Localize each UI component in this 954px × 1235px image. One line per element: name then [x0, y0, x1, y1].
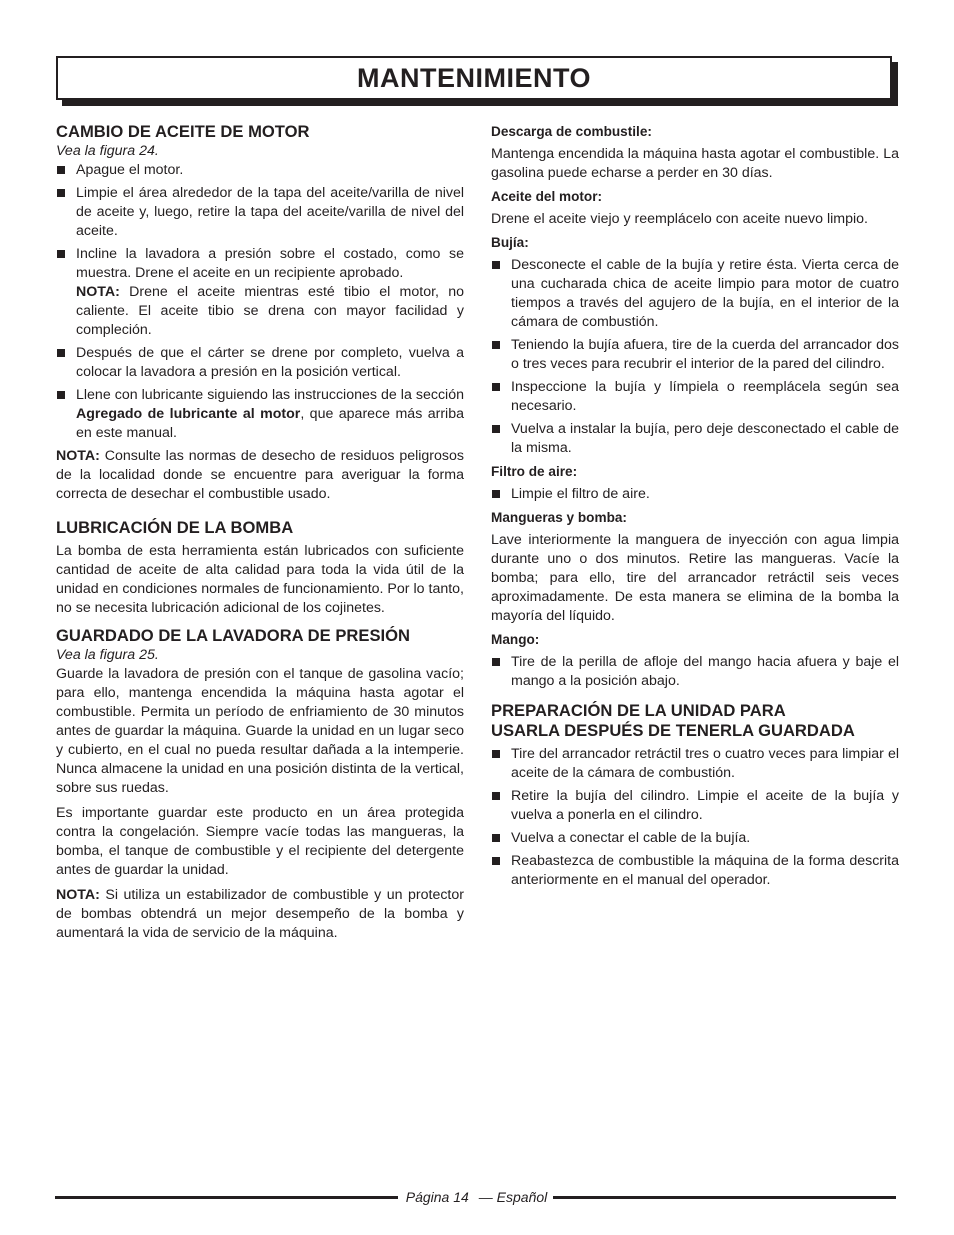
bullet-square-icon — [492, 658, 500, 666]
footer-language: — Español — [478, 1189, 548, 1205]
spark-plug-steps — [491, 256, 899, 458]
paragraph: Lave interiormente la manguera de inyección con agua limpia durante uno o dos minutos. Retire las mangueras. Vacíe la bomba; para ello, tire del arrancador retráctil seis veces aproximadamente. De esta manera se elimina de la bomba la mayoría del líquido. — [491, 532, 899, 624]
list-item: Reabastezca de combustible la máquina de la forma descrita anteriormente en el manual del operador. — [491, 852, 899, 890]
heading-pump-lubrication: LUBRICACIÓN DE LA BOMBA — [56, 518, 294, 537]
note-label: NOTA: — [76, 284, 120, 300]
heading-engine-oil: Aceite del motor: — [491, 189, 603, 204]
right-column — [491, 122, 899, 894]
paragraph: Guarde la lavadora de presión con el tanque de gasolina vacío; para ello, mantenga encendida la máquina hasta agotar el combustible. Permita un período de enfriamiento de 30 minutos antes de guardar la máquina. Guarde la unidad en un lugar seco y cubierto, en el cual no pueda resultar dañada a la intemperie. Nunca almacene la unidad en una posición distinta de la vertical, sobre sus ruedas. — [56, 666, 464, 796]
page-number: Página 14 — [405, 1189, 469, 1205]
note-label: NOTA: — [56, 887, 100, 903]
bullet-square-icon — [57, 189, 65, 197]
list-item: Vuelva a instalar la bujía, pero deje desconectado el cable de la misma. — [491, 420, 899, 458]
list-item: Retire la bujía del cilindro. Limpie el aceite de la bujía y vuelva a ponerla en el cilindro. — [491, 787, 899, 825]
list-item: Después de que el cárter se drene por completo, vuelva a colocar la lavadora a presión en la posición vertical. — [56, 344, 464, 382]
list-item: Desconecte el cable de la bujía y retire ésta. Vierta cerca de una cucharada chica de aceite limpio para motor de cuatro tiempos a través del agujero de la bujía, en el interior de la cámara de combustión. — [491, 256, 899, 332]
bullet-square-icon — [57, 391, 65, 399]
heading-hoses-pump: Mangueras y bomba: — [491, 510, 627, 525]
list-item: Tire del arrancador retráctil tres o cuatro veces para limpiar el aceite de la cámara de combustión. — [491, 745, 899, 783]
bullet-square-icon — [57, 250, 65, 258]
list-item: Inspeccione la bujía y límpiela o reemplácela según sea necesario. — [491, 378, 899, 416]
heading-storage: GUARDADO DE LA LAVADORA DE PRESIÓN — [56, 626, 411, 645]
list-item: Limpie el área alrededor de la tapa del aceite/varilla de nivel de aceite y, luego, retire la tapa del aceite/varilla de nivel del aceite. — [56, 184, 464, 241]
bullet-square-icon — [492, 857, 500, 865]
bullet-square-icon — [57, 166, 65, 174]
note-disposal: NOTA: Consulte las normas de desecho de residuos peligrosos de la localidad donde se encuentre para averiguar la forma correcta de desechar el combustible usado. — [56, 448, 464, 502]
bullet-square-icon — [492, 425, 500, 433]
title-banner — [56, 56, 892, 100]
air-filter-steps — [491, 485, 899, 504]
heading-preparation: PREPARACIÓN DE LA UNIDAD PARA USARLA DESPUÉS DE TENERLA GUARDADA — [491, 701, 855, 740]
paragraph: La bomba de esta herramienta están lubricados con suficiente cantidad de aceite de alta calidad para toda la vida útil de la unidad en condiciones normales de funcionamiento. Por lo tanto, no se necesita lubricación adicional de los cojinetes. — [56, 543, 464, 616]
heading-air-filter: Filtro de aire: — [491, 464, 578, 479]
page-footer — [55, 1187, 896, 1207]
footer-rule-right — [553, 1196, 896, 1199]
heading-spark-plug: Bujía: — [491, 235, 529, 250]
heading-oil-change: CAMBIO DE ACEITE DE MOTOR — [56, 122, 310, 141]
list-item: Teniendo la bujía afuera, tire de la cuerda del arrancador dos o tres veces para recubrir el interior de la pared del cilindro. — [491, 336, 899, 374]
oil-change-steps — [56, 161, 464, 443]
paragraph: Drene el aceite viejo y reemplácelo con aceite nuevo limpio. — [491, 211, 868, 227]
heading-handle: Mango: — [491, 632, 540, 647]
figure-reference: Vea la figura 24. — [56, 143, 159, 159]
bullet-square-icon — [492, 750, 500, 758]
preparation-steps — [491, 745, 899, 890]
paragraph: Es importante guardar este producto en un área protegida contra la congelación. Siempre vacíe todas las mangueras, la bomba, el tanque de combustible y el recipiente del detergente antes de guardar la unidad. — [56, 805, 464, 878]
footer-rule-left — [55, 1196, 398, 1199]
bullet-square-icon — [492, 341, 500, 349]
page-title: MANTENIMIENTO — [357, 62, 591, 93]
bullet-square-icon — [57, 349, 65, 357]
bullet-square-icon — [492, 490, 500, 498]
list-item: Tire de la perilla de afloje del mango hacia afuera y baje el mango a la posición abajo. — [491, 653, 899, 691]
list-item: Apague el motor. — [56, 161, 464, 180]
paragraph: Mantenga encendida la máquina hasta agotar el combustible. La gasolina puede echarse a perder en 30 días. — [491, 146, 899, 181]
list-item: Llene con lubricante siguiendo las instrucciones de la sección Agregado de lubricante al motor, que aparece más arriba en este manual. — [56, 386, 464, 443]
bullet-square-icon — [492, 261, 500, 269]
note-stabilizer: NOTA: Si utiliza un estabilizador de combustible y un protector de bombas obtendrá un mejor desempeño de la bomba y aumentará la vida de servicio de la máquina. — [56, 887, 464, 941]
bullet-square-icon — [492, 834, 500, 842]
bullet-square-icon — [492, 792, 500, 800]
bullet-square-icon — [492, 383, 500, 391]
list-item: Limpie el filtro de aire. — [491, 485, 899, 504]
note-label: NOTA: — [56, 448, 100, 464]
left-column — [56, 122, 464, 943]
list-item: Vuelva a conectar el cable de la bujía. — [491, 829, 899, 848]
handle-steps — [491, 653, 899, 691]
figure-reference: Vea la figura 25. — [56, 647, 159, 663]
list-item: Incline la lavadora a presión sobre el costado, como se muestra. Drene el aceite en un recipiente aprobado. NOTA: Drene el aceite mientras esté tibio el motor, no caliente. El aceite tibio se drena con mayor facilidad y compleción. — [56, 245, 464, 340]
heading-fuel-drain: Descarga de combustile: — [491, 124, 652, 139]
